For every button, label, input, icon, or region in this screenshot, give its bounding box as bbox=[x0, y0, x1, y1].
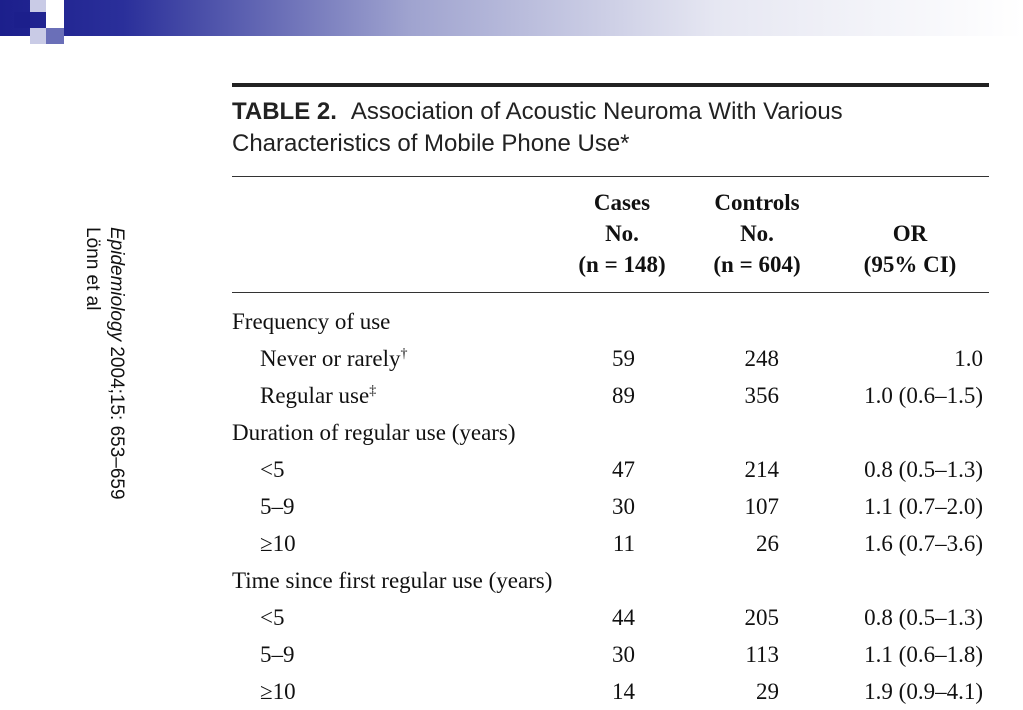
header-or-line: (95% CI) bbox=[863, 252, 957, 277]
table-row bbox=[232, 452, 989, 488]
row-label-text: 5–9 bbox=[260, 642, 295, 667]
row-label-text: ≥10 bbox=[260, 679, 296, 704]
header-or bbox=[840, 218, 980, 280]
cases-cell: 47 bbox=[612, 457, 635, 482]
header-square-icon bbox=[46, 0, 64, 28]
header-cases-line: No. bbox=[605, 221, 639, 246]
row-label-text: Time since first regular use (years) bbox=[232, 568, 553, 593]
cases-cell: 30 bbox=[612, 642, 635, 667]
row-label bbox=[260, 674, 296, 710]
header-controls-line: No. bbox=[740, 221, 774, 246]
table-row bbox=[232, 341, 989, 377]
table-row bbox=[232, 674, 989, 710]
controls-cell: 26 bbox=[756, 531, 779, 556]
header-square-icon bbox=[30, 0, 46, 12]
table-section-row bbox=[232, 563, 989, 599]
controls-cell: 248 bbox=[744, 346, 779, 371]
table-body-rule bbox=[232, 292, 989, 293]
controls-cell: 214 bbox=[744, 457, 779, 482]
citation-details: 2004;15: 653–659 bbox=[106, 346, 127, 500]
row-label-text: 5–9 bbox=[260, 494, 295, 519]
header-cases bbox=[557, 187, 687, 280]
or-cell: 0.8 (0.5–1.3) bbox=[864, 457, 983, 482]
header-controls-line: Controls bbox=[714, 190, 800, 215]
controls-cell: 29 bbox=[756, 679, 779, 704]
row-label bbox=[260, 489, 295, 525]
row-label-text: <5 bbox=[260, 457, 285, 482]
table-section-row bbox=[232, 415, 989, 451]
section-label bbox=[232, 563, 552, 599]
table-label: TABLE 2. bbox=[232, 98, 337, 125]
header-square-icon bbox=[30, 28, 46, 44]
or-cell: 1.6 (0.7–3.6) bbox=[864, 531, 983, 556]
or-cell: 1.1 (0.7–2.0) bbox=[864, 494, 983, 519]
controls-cell: 113 bbox=[745, 642, 779, 667]
or-cell: 0.8 (0.5–1.3) bbox=[864, 605, 983, 630]
table-header-rule bbox=[232, 176, 989, 177]
cases-cell: 14 bbox=[612, 679, 635, 704]
controls-cell: 107 bbox=[744, 494, 779, 519]
header-square-icon bbox=[14, 12, 30, 28]
row-label-text: Regular use bbox=[260, 383, 370, 408]
row-label-text: Never or rarely bbox=[260, 346, 401, 371]
or-cell: 1.0 (0.6–1.5) bbox=[864, 383, 983, 408]
header-controls-line: (n = 604) bbox=[713, 252, 801, 277]
header-square-icon bbox=[46, 28, 64, 44]
header-controls bbox=[690, 187, 824, 280]
cases-cell: 59 bbox=[612, 346, 635, 371]
row-label-text: Duration of regular use (years) bbox=[232, 420, 516, 445]
table-row bbox=[232, 526, 989, 562]
header-or-line: OR bbox=[892, 221, 928, 246]
or-cell: 1.9 (0.9–4.1) bbox=[864, 679, 983, 704]
table-section-row bbox=[232, 304, 989, 340]
cases-cell: 11 bbox=[612, 531, 635, 556]
citation-line-1 bbox=[104, 227, 128, 587]
row-label bbox=[260, 452, 284, 488]
row-label bbox=[260, 600, 284, 636]
table-row bbox=[232, 489, 989, 525]
controls-cell: 205 bbox=[744, 605, 779, 630]
table-row bbox=[232, 378, 989, 414]
section-label bbox=[232, 415, 516, 451]
table-title bbox=[232, 96, 989, 160]
cases-cell: 30 bbox=[612, 494, 635, 519]
row-label bbox=[260, 637, 295, 673]
or-cell: 1.0 bbox=[954, 346, 983, 371]
row-label bbox=[260, 378, 376, 414]
controls-cell: 356 bbox=[744, 383, 779, 408]
section-label bbox=[232, 304, 390, 340]
table-title-line-1: Association of Acoustic Neuroma With Various bbox=[350, 98, 843, 125]
header-cases-line: Cases bbox=[593, 190, 651, 215]
table-row bbox=[232, 637, 989, 673]
cases-cell: 44 bbox=[612, 605, 635, 630]
table-row bbox=[232, 600, 989, 636]
citation-journal: Epidemiology bbox=[106, 227, 127, 342]
or-cell: 1.1 (0.6–1.8) bbox=[864, 642, 983, 667]
table-top-rule bbox=[232, 83, 989, 87]
citation-author: Lönn et al bbox=[82, 227, 103, 311]
citation bbox=[78, 227, 128, 587]
row-label-text: ≥10 bbox=[260, 531, 296, 556]
row-label bbox=[260, 341, 407, 377]
table-title-line-2: Characteristics of Mobile Phone Use* bbox=[232, 130, 630, 157]
row-label-text: Frequency of use bbox=[232, 309, 391, 334]
cases-cell: 89 bbox=[612, 383, 635, 408]
row-label bbox=[260, 526, 296, 562]
footnote-mark: ‡ bbox=[369, 383, 377, 399]
footnote-mark: † bbox=[400, 346, 408, 362]
slide-header-bar bbox=[0, 0, 1023, 36]
header-cases-line: (n = 148) bbox=[578, 252, 666, 277]
row-label-text: <5 bbox=[260, 605, 285, 630]
